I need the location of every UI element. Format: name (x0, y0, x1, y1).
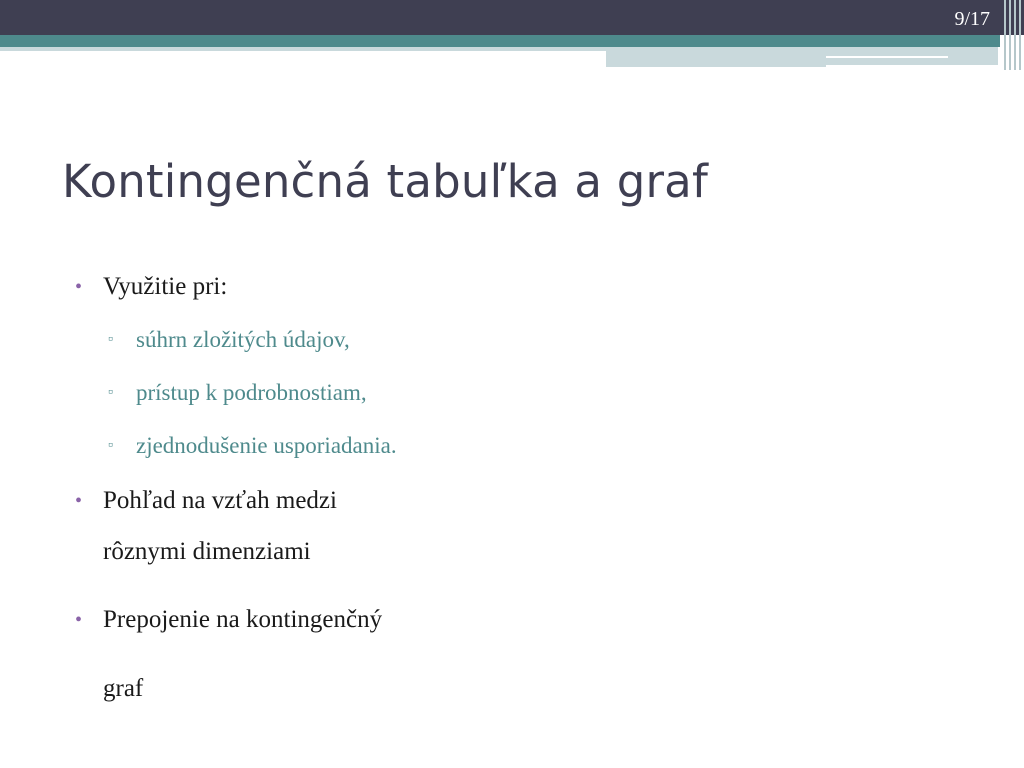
square-bullet-icon: ▫ (108, 438, 113, 453)
bullet-text: Pohľad na vzťah medzi (103, 487, 337, 514)
sub-bullet-text: zjednodušenie usporiadania. (136, 433, 397, 458)
page-number: 9/17 (954, 8, 990, 30)
bullet-marker-icon: • (75, 609, 83, 631)
square-bullet-icon: ▫ (108, 332, 113, 347)
square-bullet-icon: ▫ (108, 385, 113, 400)
bullet-continuation: graf (103, 675, 144, 702)
bullet-text: Využitie pri: (103, 273, 228, 300)
bullet-marker-icon: • (75, 276, 83, 298)
sub-bullet-text: súhrn zložitých údajov, (136, 327, 350, 352)
slide-title: Kontingenčná tabuľka a graf (62, 155, 708, 208)
bullet-marker-icon: • (75, 490, 83, 512)
bullet-continuation: rôznymi dimenziami (103, 538, 311, 565)
bullet-text: Prepojenie na kontingenčný (103, 606, 383, 633)
sub-bullet-text: prístup k podrobnostiam, (136, 380, 367, 405)
